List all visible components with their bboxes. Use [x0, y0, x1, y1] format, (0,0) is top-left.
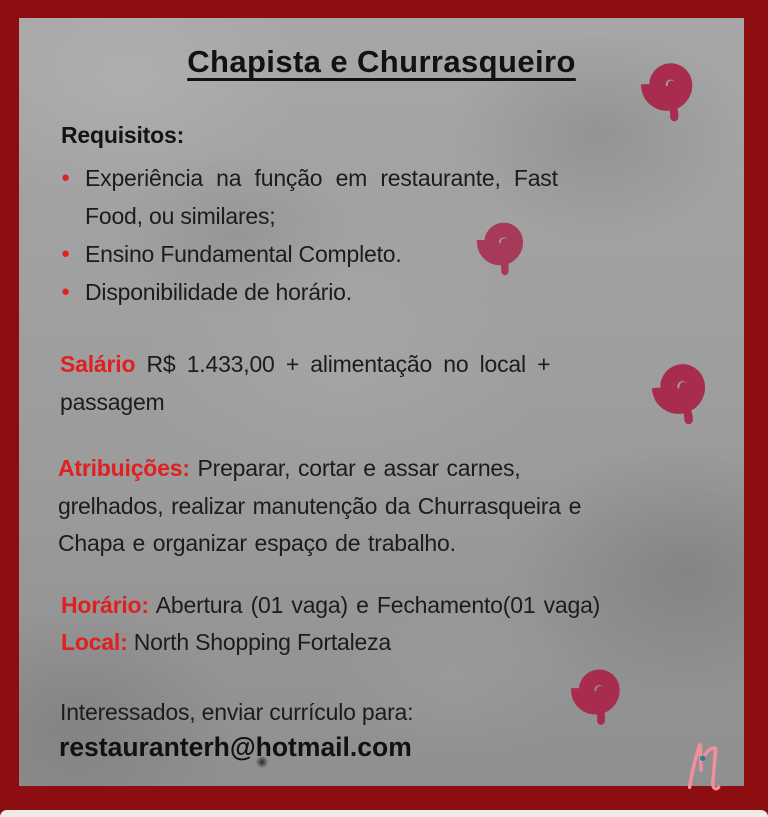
contact-email: restauranterh@hotmail.com	[59, 732, 412, 762]
location-label: Local:	[61, 629, 128, 655]
schedule-section	[61, 592, 721, 619]
contact-intro: Interessados, enviar currículo para:	[60, 699, 414, 725]
schedule-label: Horário:	[61, 592, 149, 618]
spiral-doodle-icon	[618, 323, 745, 455]
bullet-dot-icon: ●	[61, 169, 70, 186]
spiral-doodle-icon	[453, 193, 551, 295]
requirements-list	[61, 159, 681, 311]
salary-value: R$ 1.433,00 + alimentação no local +	[135, 351, 551, 377]
spiral-doodle-icon	[544, 633, 650, 751]
flyer-panel	[19, 18, 744, 786]
signature-dot	[700, 756, 705, 761]
salary-value-line2: passagem	[60, 389, 165, 415]
salary-label: Salário	[60, 351, 136, 377]
schedule-text: Abertura (01 vaga) e Fechamento(01 vaga)	[148, 592, 601, 618]
list-item	[61, 235, 681, 273]
list-item	[61, 273, 681, 311]
list-item	[61, 159, 681, 235]
requirements-heading: Requisitos:	[61, 122, 185, 148]
location-text: North Shopping Fortaleza	[127, 629, 392, 655]
handwritten-m-logo-icon	[686, 737, 726, 795]
spiral-doodle-icon	[611, 23, 728, 150]
requirement-text: Experiência na função em restaurante, Fast	[85, 165, 558, 191]
bullet-dot-icon: ●	[61, 283, 70, 300]
bullet-dot-icon: ●	[61, 245, 70, 262]
requirement-text: Disponibilidade de horário.	[85, 279, 352, 305]
requirement-text: Food, ou similares;	[85, 203, 276, 229]
salary-section	[60, 345, 660, 421]
requirement-text: Ensino Fundamental Completo.	[85, 241, 402, 267]
duties-text: Chapa e organizar espaço de trabalho.	[58, 530, 456, 556]
bottom-edge-strip	[0, 810, 768, 817]
page-title: Chapista e Churrasqueiro	[187, 44, 576, 79]
duties-text: Preparar, cortar e assar carnes,	[189, 455, 521, 481]
duties-section	[58, 450, 698, 563]
duties-text: grelhados, realizar manutenção da Churrasqueira e	[58, 492, 582, 519]
duties-label: Atribuições:	[58, 455, 190, 481]
